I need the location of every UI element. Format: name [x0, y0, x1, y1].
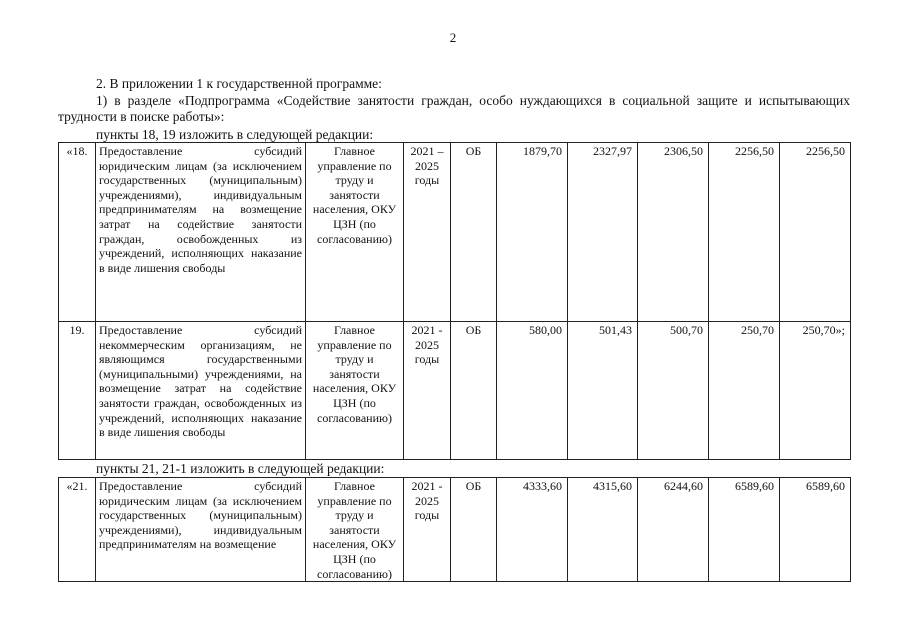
table-row — [59, 143, 851, 322]
item-value: 4315,60 — [568, 478, 638, 582]
item-number: 19. — [59, 322, 96, 460]
item-value: 2256,50 — [780, 143, 851, 322]
item-description: Предоставление субсидий некоммерческим организациям, не являющимся государственными (муниципальными) учреждениями, на возмещение затрат на содействие занятости граждан, освобожденных из учреждений, исполняющих наказание в виде лишения свободы — [96, 322, 306, 460]
item-number: «18. — [59, 143, 96, 322]
item-value: 2256,50 — [709, 143, 780, 322]
item-value: 501,43 — [568, 322, 638, 460]
item-executor: Главное управление по труду и занятости населения, ОКУ ЦЗН (по согласованию) — [306, 322, 404, 460]
item-description: Предоставление субсидий юридическим лицам (за исключением государственных (муниципальным) учреждениями), индивидуальным предпринимателям на возмещение затрат на содействие занятости граждан, освобожденных из учреждений, исполняющих наказание в виде лишения свободы — [96, 143, 306, 322]
section-heading: 2. В приложении 1 к государственной программе: — [96, 76, 382, 91]
item-period: 2021 – 2025 годы — [404, 143, 451, 322]
item-value: 250,70 — [709, 322, 780, 460]
item-value: 580,00 — [497, 322, 568, 460]
amendment-table-2 — [58, 477, 851, 582]
instruction-items-18-19: пункты 18, 19 изложить в следующей редакции: — [96, 127, 374, 142]
item-value: 6244,60 — [638, 478, 709, 582]
item-number: «21. — [59, 478, 96, 582]
page-number: 2 — [449, 30, 457, 45]
item-funding-source: ОБ — [451, 322, 497, 460]
item-value: 500,70 — [638, 322, 709, 460]
instruction-items-21: пункты 21, 21-1 изложить в следующей редакции: — [96, 461, 385, 476]
item-period: 2021 - 2025 годы — [404, 322, 451, 460]
item-executor: Главное управление по труду и занятости населения, ОКУ ЦЗН (по согласованию) — [306, 143, 404, 322]
amendment-table-1 — [58, 142, 851, 460]
item-value: 250,70»; — [780, 322, 851, 460]
item-value: 6589,60 — [780, 478, 851, 582]
item-value: 6589,60 — [709, 478, 780, 582]
item-value: 2306,50 — [638, 143, 709, 322]
item-value: 2327,97 — [568, 143, 638, 322]
item-value: 1879,70 — [497, 143, 568, 322]
item-funding-source: ОБ — [451, 143, 497, 322]
item-funding-source: ОБ — [451, 478, 497, 582]
item-executor: Главное управление по труду и занятости населения, ОКУ ЦЗН (по согласованию) — [306, 478, 404, 582]
subsection-text: 1) в разделе «Подпрограмма «Содействие занятости граждан, особо нуждающихся в социальной защите и испытывающих трудности в поиске работы»: — [58, 93, 850, 124]
table-row — [59, 478, 851, 582]
table-row — [59, 322, 851, 460]
item-value: 4333,60 — [497, 478, 568, 582]
item-period: 2021 - 2025 годы — [404, 478, 451, 582]
item-description: Предоставление субсидий юридическим лицам (за исключением государственных (муниципальным) учреждениями), индивидуальным предпринимателям на возмещение — [96, 478, 306, 582]
